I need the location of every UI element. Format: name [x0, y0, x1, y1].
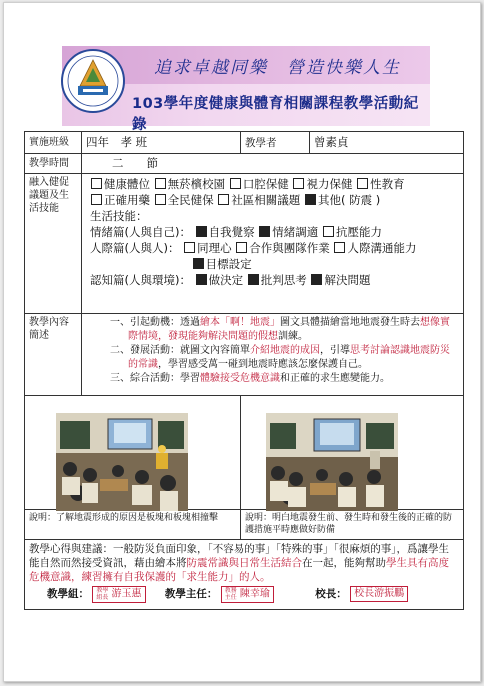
- caption-left: 說明：了解地震形成的原因是板塊和板塊相撞擊: [25, 510, 241, 540]
- classroom-photo-left: [56, 413, 188, 511]
- document-title: 103學年度健康與體育相關課程教學活動紀錄: [132, 96, 419, 133]
- checkbox-icon: [293, 178, 304, 189]
- checkbox-icon: [323, 226, 334, 237]
- topic-item[interactable]: 性教育: [356, 177, 405, 191]
- checkbox-icon: [91, 178, 102, 189]
- document-page: [3, 2, 481, 682]
- checkbox-icon: [184, 242, 195, 253]
- checkbox-icon: [236, 242, 247, 253]
- teacher-label: 教學者: [241, 132, 310, 154]
- checkbox-checked-icon: [196, 274, 207, 285]
- topic-item[interactable]: 無菸檳校園: [154, 177, 226, 191]
- skill-item[interactable]: 解決問題: [310, 273, 370, 287]
- checkbox-checked-icon: [305, 194, 316, 205]
- skill-item[interactable]: 抗壓能力: [322, 225, 382, 239]
- skill-item[interactable]: 合作與團隊作業: [235, 241, 330, 255]
- class-value: 四年 孝 班: [82, 132, 241, 154]
- skills-title: 生活技能：: [90, 209, 148, 223]
- skill-item[interactable]: 同理心: [183, 241, 232, 255]
- skill-item[interactable]: 目標設定: [192, 257, 252, 271]
- health-topics-list: [90, 176, 459, 208]
- checkbox-checked-icon: [193, 258, 204, 269]
- topic-item[interactable]: 全民健保: [154, 193, 214, 207]
- checkbox-checked-icon: [259, 226, 270, 237]
- topic-item[interactable]: 正確用藥: [90, 193, 150, 207]
- teacher-stamp: 教學組長 游玉惠: [92, 586, 145, 603]
- skill-item[interactable]: 自我覺察: [195, 225, 255, 239]
- class-label: 實施班級: [25, 132, 82, 154]
- content-label: 教學內容簡述: [25, 314, 82, 396]
- teacher-value: 曾素貞: [310, 132, 464, 154]
- checkbox-icon: [230, 178, 241, 189]
- cognitive-skills: 認知篇(人與環境)： 做決定 批判思考 解決問題: [90, 273, 371, 287]
- topic-item[interactable]: 視力保健: [292, 177, 352, 191]
- checkbox-icon: [155, 178, 166, 189]
- emotion-skills: 情緒篇(人與自己)： 自我覺察 情緒調適 抗壓能力: [90, 225, 382, 239]
- principal-stamp: 校長游振鵬: [350, 586, 408, 602]
- reflection-text: 教學心得與建議：一般防災負面印象，「不容易的事」「特殊的事」「很麻煩的事」，爲讓學生能自然而然接受資訊，藉由繪本將防震常識與日常生活結合在一起，能夠幫助學生具有高度危機意識，練習擁有自我保護的「求生能力」的人。: [29, 543, 449, 583]
- checkbox-icon: [91, 194, 102, 205]
- activity-record-table: [24, 131, 464, 610]
- caption-right: 說明：明白地震發生前、發生時和發生後的正確的防護措施平時應做好防備: [241, 510, 464, 540]
- social-skills: 人際篇(人與人)： 同理心 合作與團隊作業 人際溝通能力 目標設定: [90, 241, 417, 271]
- skill-item[interactable]: 人際溝通能力: [333, 241, 416, 255]
- time-label: 教學時間: [25, 154, 82, 174]
- skill-item[interactable]: 情緒調適: [258, 225, 318, 239]
- topic-item[interactable]: 社區相關議題: [217, 193, 300, 207]
- topic-item[interactable]: 口腔保健: [229, 177, 289, 191]
- reflection-cell: [25, 540, 464, 610]
- content-item-2: 二、發展活動：就圖文內容簡單介紹地震的成因，引導思考討論認識地震防災的常識，學習感受萬一碰到地震時應該怎麼保護自己。: [110, 345, 450, 370]
- content-cell: [82, 314, 464, 396]
- school-logo-icon: [60, 48, 126, 114]
- topic-item[interactable]: 其他( 防震 ): [304, 193, 380, 207]
- checkbox-checked-icon: [196, 226, 207, 237]
- content-item-3: 三、綜合活動：學習體驗接受危機意識和正確的求生應變能力。: [110, 373, 390, 384]
- skill-item[interactable]: 做決定: [195, 273, 244, 287]
- checkbox-icon: [155, 194, 166, 205]
- checkbox-checked-icon: [248, 274, 259, 285]
- signature-line: 教學組： 教學組長 游玉惠 教學主任： 教務主任 陳幸瑜 校長： 校長游振鵬: [29, 586, 459, 603]
- checkbox-icon: [334, 242, 345, 253]
- time-value: 二 節: [82, 154, 464, 174]
- director-stamp: 教務主任 陳幸瑜: [221, 586, 274, 603]
- topics-label: 融入健促議題及生活技能: [25, 174, 82, 314]
- checkbox-checked-icon: [311, 274, 322, 285]
- checkbox-icon: [357, 178, 368, 189]
- classroom-photo-right: [266, 413, 398, 511]
- content-item-1: 一、引起動機：透過繪本「啊！地震」圖文具體描繪當地地震發生時去想像實際情境，發現能夠解決問題的假想訓練。: [110, 317, 450, 342]
- topics-cell: [82, 174, 464, 314]
- header-slogan: 追求卓越同樂 營造快樂人生: [154, 58, 401, 78]
- skill-item[interactable]: 批判思考: [247, 273, 307, 287]
- checkbox-icon: [218, 194, 229, 205]
- topic-item[interactable]: 健康體位: [90, 177, 150, 191]
